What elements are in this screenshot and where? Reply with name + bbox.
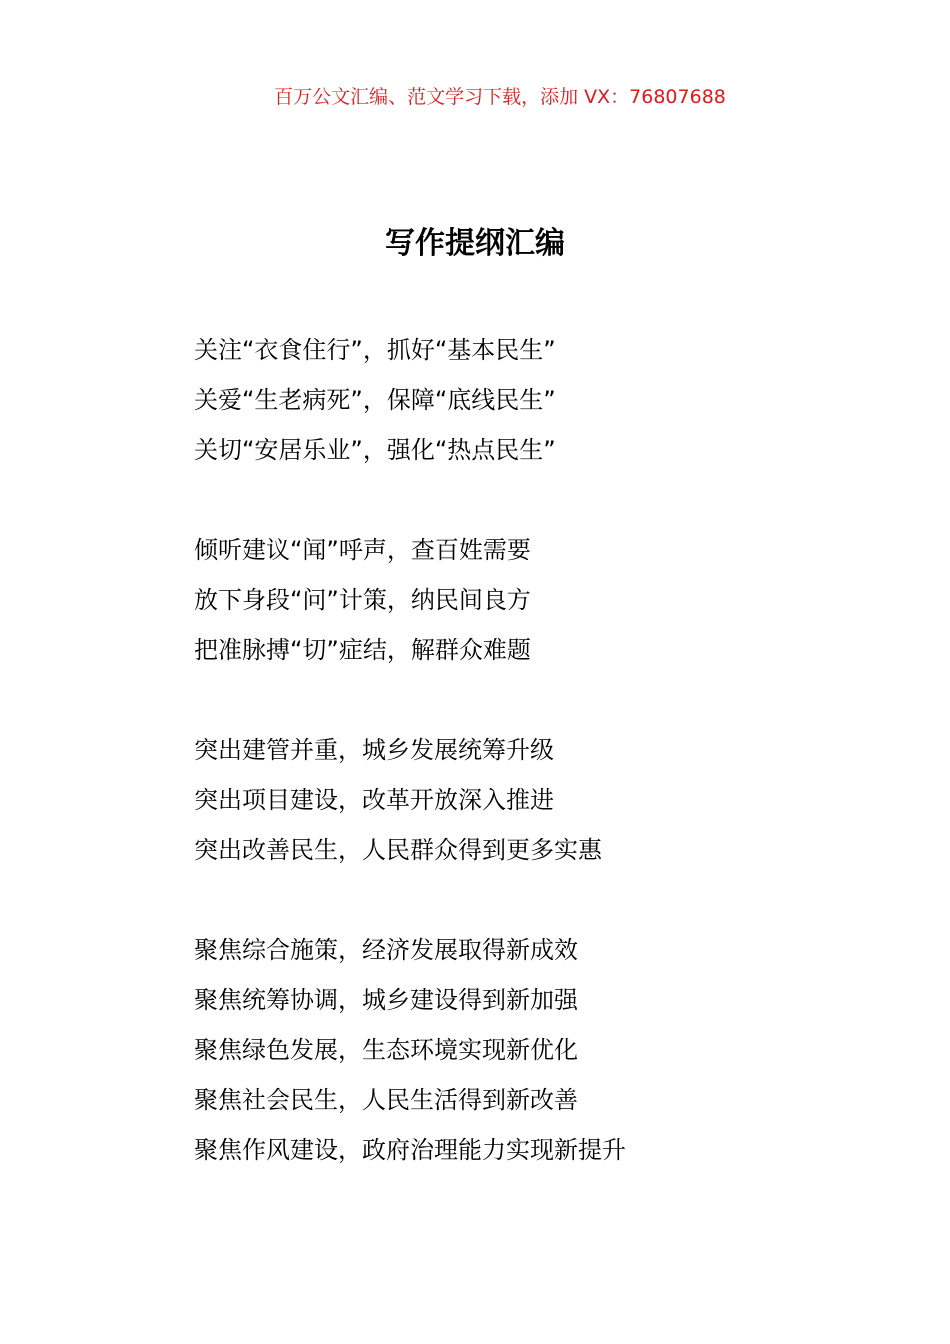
outline-line: 倾听建议“闻”呼声，查百姓需要	[194, 536, 531, 564]
outline-line: 聚焦绿色发展，生态环境实现新优化	[194, 1036, 578, 1064]
outline-line: 关爱“生老病死”，保障“底线民生”	[194, 386, 556, 414]
stanza-3	[194, 725, 914, 875]
outline-line: 关切“安居乐业”，强化“热点民生”	[194, 436, 556, 464]
header-promo-note: 百万公文汇编、范文学习下载，添加 VX：76807688	[274, 86, 726, 108]
outline-line: 关注“衣食住行”，抓好“基本民生”	[194, 336, 556, 364]
outline-line: 聚焦统筹协调，城乡建设得到新加强	[194, 986, 578, 1014]
outline-line: 突出项目建设，改革开放深入推进	[194, 786, 554, 814]
outline-line: 聚焦综合施策，经济发展取得新成效	[194, 936, 578, 964]
outline-line: 突出建管并重，城乡发展统筹升级	[194, 736, 554, 764]
outline-line: 放下身段“问”计策，纳民间良方	[194, 586, 531, 614]
outline-line: 聚焦作风建设，政府治理能力实现新提升	[194, 1136, 626, 1164]
outline-line: 把准脉搏“切”症结，解群众难题	[194, 636, 531, 664]
outline-line: 突出改善民生，人民群众得到更多实惠	[194, 836, 602, 864]
outline-body	[194, 325, 914, 1225]
stanza-4	[194, 925, 914, 1175]
outline-line: 聚焦社会民生，人民生活得到新改善	[194, 1086, 578, 1114]
stanza-1	[194, 325, 914, 475]
stanza-2	[194, 525, 914, 675]
document-title: 写作提纲汇编	[385, 226, 565, 261]
